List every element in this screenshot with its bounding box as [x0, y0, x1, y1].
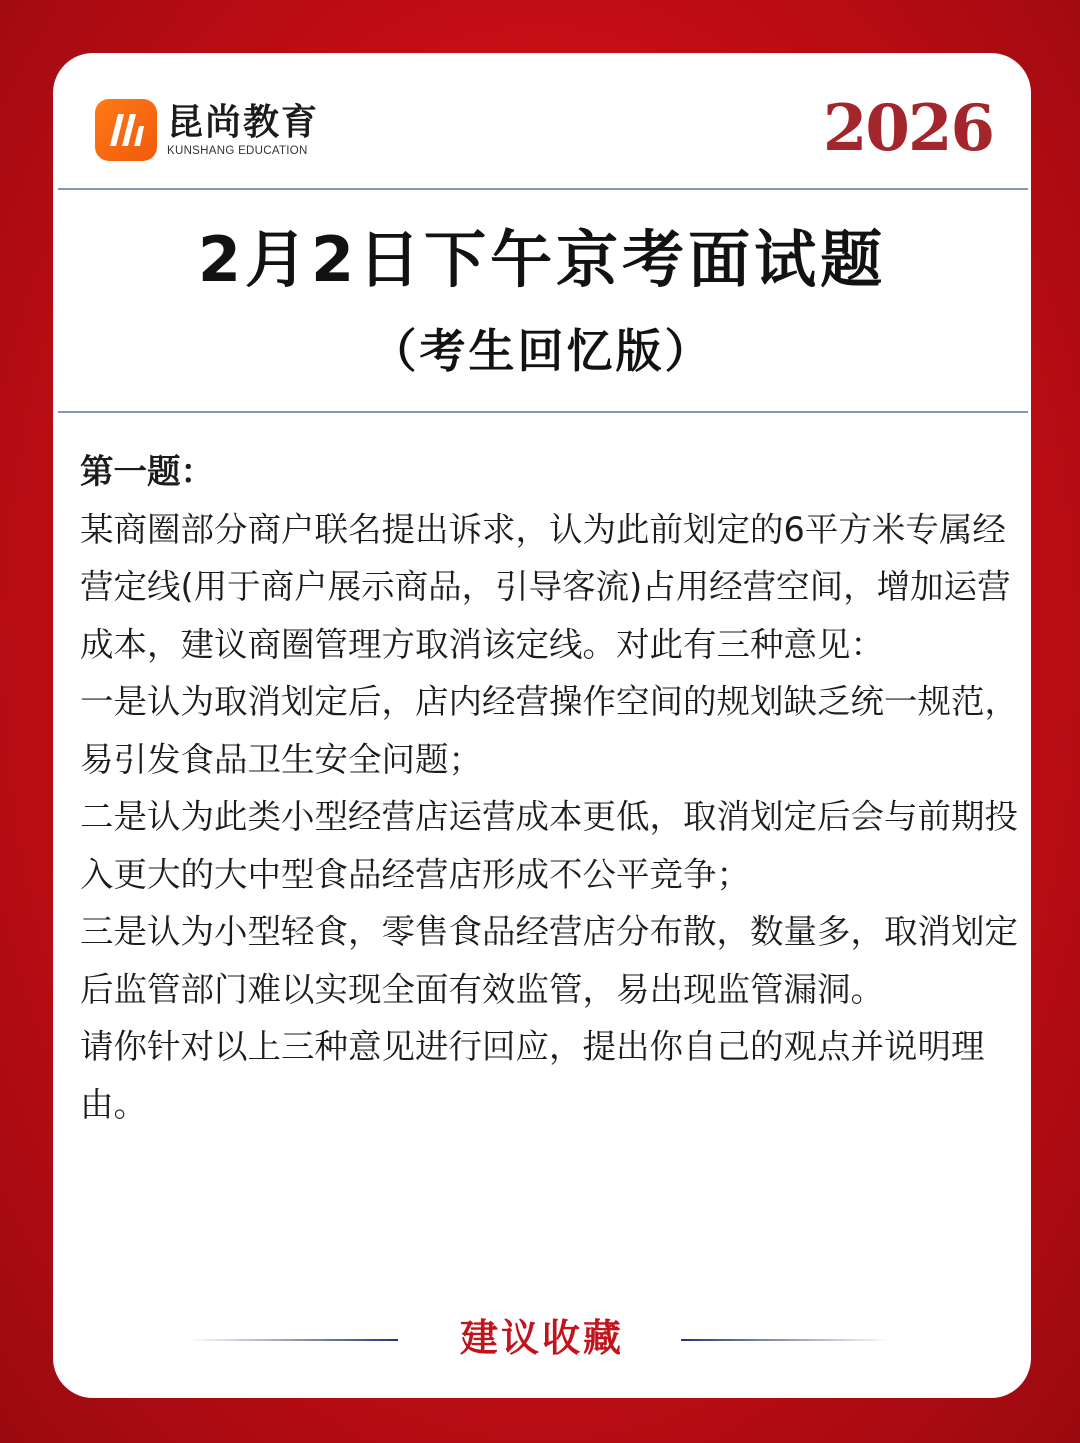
- brand-logo-icon: [95, 99, 157, 161]
- question-paragraph: 一是认为取消划定后，店内经营操作空间的规划缺乏统一规范，易引发食品卫生安全问题；: [80, 682, 1018, 779]
- page-title: 2月2日下午京考面试题: [197, 223, 887, 296]
- brand-name: 昆尚教育: [167, 102, 320, 143]
- brand-logo: [95, 99, 319, 161]
- question-paragraph: 某商圈部分商户联名提出诉求，认为此前划定的6平方米专属经营定线(用于商户展示商品，引导客流)占用经营空间，增加运营成本，建议商圈管理方取消该定线。对此有三种意见：: [80, 509, 1011, 664]
- question-paragraph: 二是认为此类小型经营店运营成本更低，取消划定后会与前期投入更大的大中型食品经营店形成不公平竞争；: [80, 797, 1018, 894]
- question-paragraph: 三是认为小型轻食，零售食品经营店分布散，数量多，取消划定后监管部门难以实现全面有效监管，易出现监管漏洞。: [80, 912, 1018, 1009]
- content-card: [53, 53, 1031, 1398]
- question-label: 第一题：: [80, 452, 214, 491]
- question-body: [80, 443, 1020, 1133]
- brand-name-en: KUNSHANG EDUCATION: [167, 145, 308, 157]
- footer-divider-right: [681, 1339, 891, 1341]
- footer: [53, 1308, 1031, 1368]
- footer-text: 建议收藏: [459, 1316, 624, 1360]
- header-divider: [58, 188, 1028, 190]
- title-divider: [58, 411, 1028, 413]
- page-subtitle: （考生回忆版）: [370, 324, 714, 378]
- year-label: 2026: [822, 91, 993, 166]
- question-paragraph: 请你针对以上三种意见进行回应，提出你自己的观点并说明理由。: [80, 1027, 985, 1124]
